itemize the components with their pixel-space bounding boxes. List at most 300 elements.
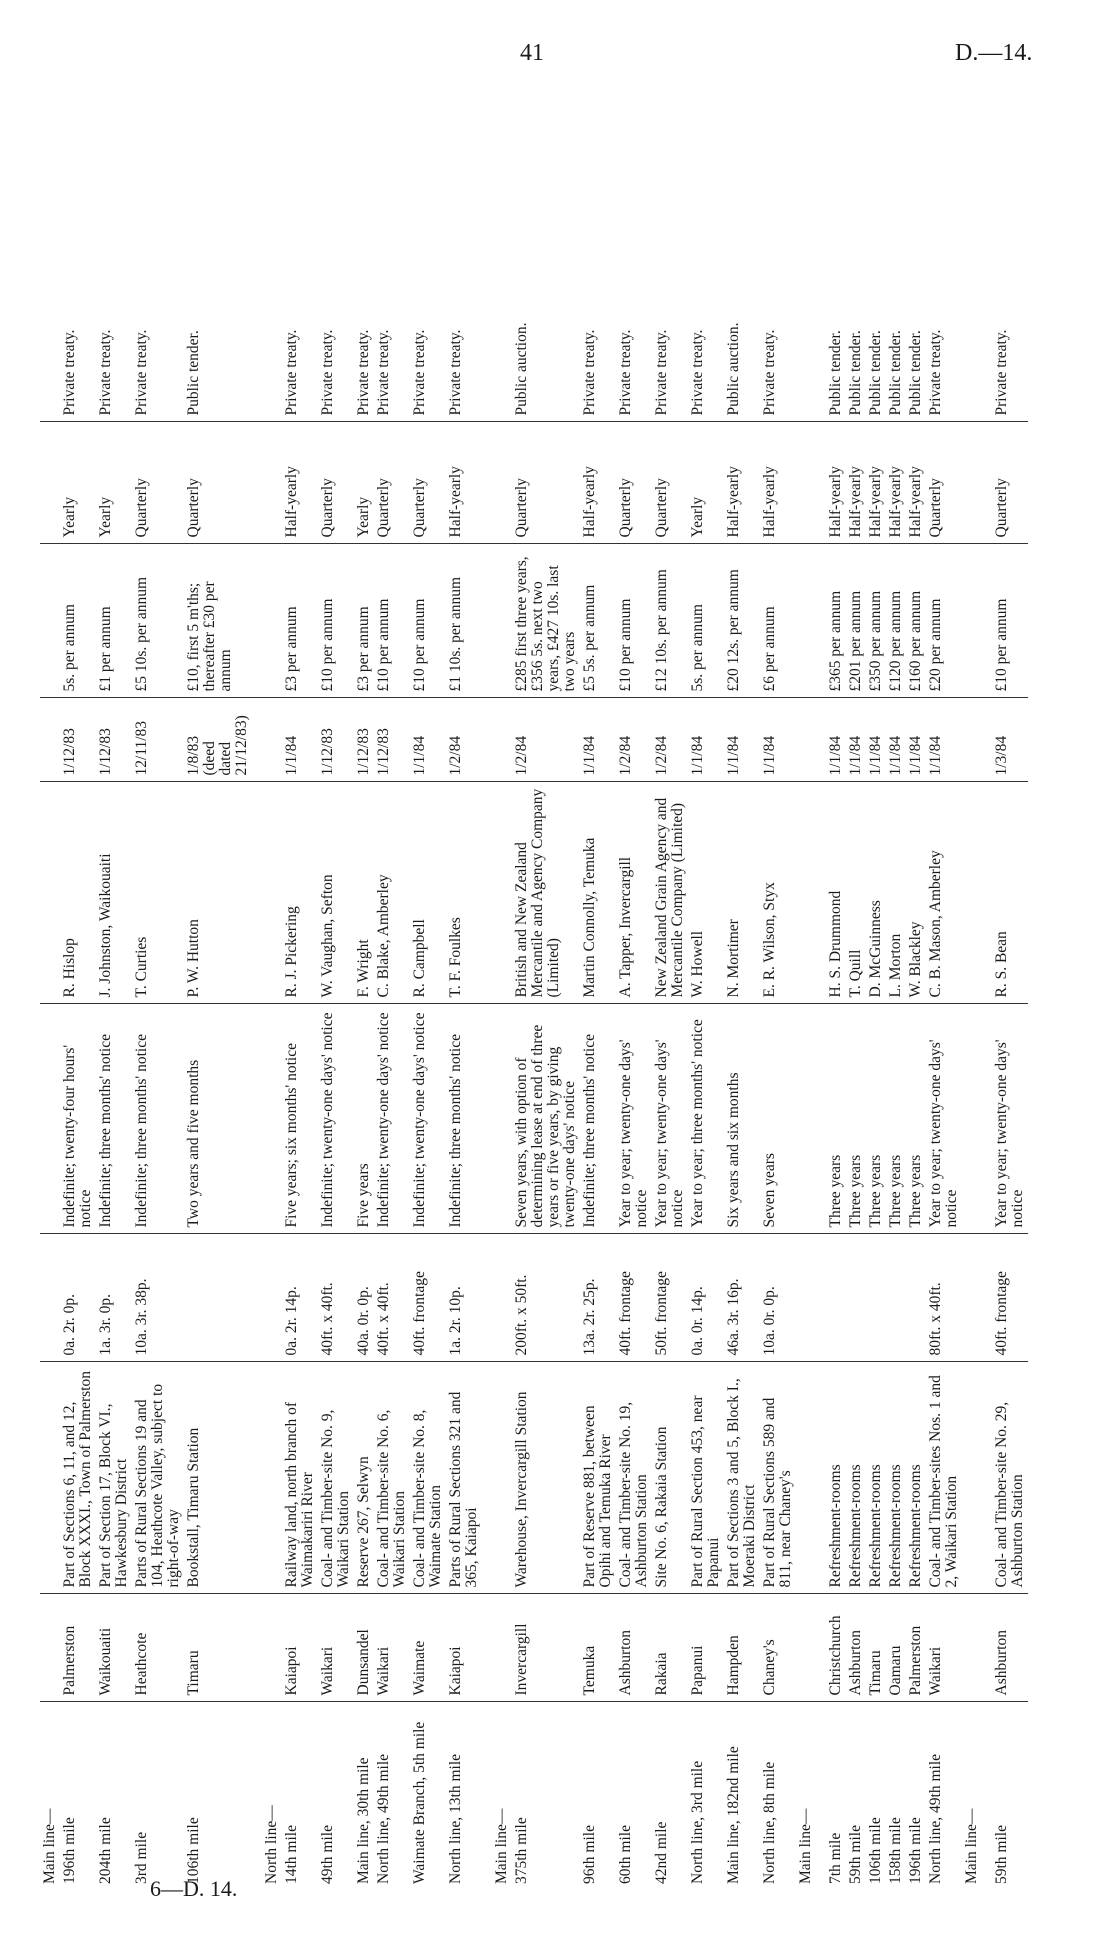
area-cell (184, 1234, 252, 1362)
spacer-cell (816, 422, 826, 544)
station-cell: Ashburton (616, 1594, 652, 1702)
table-row (688, 80, 724, 1890)
term-cell: Three years (826, 1004, 846, 1234)
page-number: 41 (520, 40, 544, 66)
mileage-cell: North line— (263, 1805, 280, 1884)
how-let-cell: Public tender. (826, 80, 846, 422)
mileage-cell: 106th mile (867, 1817, 884, 1884)
payable-cell: Yearly (96, 422, 132, 544)
area-cell: 10a. 0r. 0p. (760, 1234, 796, 1362)
rental-cell (796, 544, 816, 698)
date-cell: 1/1/84 (410, 698, 446, 782)
rental-cell: £120 per annum (886, 544, 906, 698)
payable-cell: Quarterly (652, 422, 688, 544)
spacer-cell (982, 1004, 992, 1234)
date-cell: 1/12/83 (374, 698, 410, 782)
description-cell: Parts of Rural Sections 321 and 365, Kaiapoi (446, 1362, 482, 1594)
term-cell: Year to year; twenty-one days' notice (652, 1004, 688, 1234)
table-row (992, 80, 1028, 1890)
lessee-cell: P. W. Hutton (184, 782, 252, 1004)
area-cell (886, 1234, 906, 1362)
payable-cell: Half-yearly (886, 422, 906, 544)
how-let-cell: Private treaty. (992, 80, 1028, 422)
term-cell: Indefinite; twenty-four hours' notice (60, 1004, 96, 1234)
table-row (374, 80, 410, 1890)
station-cell: Christchurch (826, 1594, 846, 1702)
date-cell: 12/11/83 (132, 698, 184, 782)
rental-cell: £10 per annum (318, 544, 354, 698)
how-let-cell: Private treaty. (926, 80, 962, 422)
how-let-cell: Public auction. (724, 80, 760, 422)
spacer-cell (482, 544, 492, 698)
spacer-cell (252, 1594, 262, 1702)
spacer-cell (482, 80, 492, 422)
mileage-cell: Waimate Branch, 5th mile (411, 1721, 428, 1884)
date-cell: 1/1/84 (688, 698, 724, 782)
date-cell: 1/2/84 (652, 698, 688, 782)
term-cell: Three years (886, 1004, 906, 1234)
how-let-cell: Public tender. (906, 80, 926, 422)
term-cell (40, 1004, 60, 1234)
station-cell (796, 1594, 816, 1702)
table-row (652, 80, 688, 1890)
row-spacer (982, 80, 992, 1890)
table-row (40, 80, 60, 1890)
term-cell: Indefinite; twenty-one days' notice (318, 1004, 354, 1234)
row-spacer (252, 80, 262, 1890)
row-spacer (482, 80, 492, 1890)
how-let-cell: Private treaty. (282, 80, 318, 422)
spacer-cell (982, 1702, 992, 1890)
how-let-cell: Public tender. (866, 80, 886, 422)
term-cell: Six years and six months (724, 1004, 760, 1234)
area-cell: 0a. 2r. 14p. (282, 1234, 318, 1362)
how-let-cell: Private treaty. (616, 80, 652, 422)
area-cell (826, 1234, 846, 1362)
lessee-cell: R. S. Bean (992, 782, 1028, 1004)
date-cell (962, 698, 982, 782)
date-cell: 1/12/83 (96, 698, 132, 782)
rental-cell: £1 10s. per annum (446, 544, 482, 698)
lessee-cell: Martin Connolly, Temuka (580, 782, 616, 1004)
mileage-cell: Main line— (493, 1808, 510, 1884)
mileage-cell: 49th mile (319, 1825, 336, 1884)
area-cell: 40ft. frontage (410, 1234, 446, 1362)
how-let-cell: Private treaty. (132, 80, 184, 422)
station-cell: Temuka (580, 1594, 616, 1702)
lessee-cell: F. Wright (354, 782, 374, 1004)
table-row (926, 80, 962, 1890)
payable-cell: Quarterly (512, 422, 580, 544)
payable-cell: Half-yearly (846, 422, 866, 544)
how-let-cell: Private treaty. (652, 80, 688, 422)
rental-cell: £1 per annum (96, 544, 132, 698)
mileage-cell: 14th mile (283, 1825, 300, 1884)
how-let-cell: Private treaty. (96, 80, 132, 422)
rental-cell: £10 per annum (374, 544, 410, 698)
lessee-cell (262, 782, 282, 1004)
mileage-cell: North line, 3rd mile (689, 1760, 706, 1884)
rental-cell: 5s. per annum (60, 544, 96, 698)
payable-cell: Quarterly (410, 422, 446, 544)
table-row (724, 80, 760, 1890)
payable-cell: Half-yearly (580, 422, 616, 544)
spacer-cell (816, 1702, 826, 1890)
payable-cell: Half-yearly (906, 422, 926, 544)
lessee-cell: A. Tapper, Invercargill (616, 782, 652, 1004)
payable-cell: Quarterly (132, 422, 184, 544)
description-cell: Refreshment-rooms (826, 1362, 846, 1594)
description-cell (796, 1362, 816, 1594)
rental-cell (40, 544, 60, 698)
rental-cell: £3 per annum (354, 544, 374, 698)
spacer-cell (816, 80, 826, 422)
area-cell: 10a. 3r. 38p. (132, 1234, 184, 1362)
spacer-cell (982, 1594, 992, 1702)
area-cell: 40ft. frontage (992, 1234, 1028, 1362)
station-cell: Hampden (724, 1594, 760, 1702)
spacer-cell (252, 1362, 262, 1594)
station-cell (40, 1594, 60, 1702)
spacer-cell (816, 698, 826, 782)
station-cell: Heathcote (132, 1594, 184, 1702)
term-cell: Three years (906, 1004, 926, 1234)
spacer-cell (482, 782, 492, 1004)
description-cell: Part of Rural Sections 589 and 811, near Chaney's (760, 1362, 796, 1594)
date-cell: 1/1/84 (282, 698, 318, 782)
how-let-cell: Private treaty. (688, 80, 724, 422)
spacer-cell (816, 1362, 826, 1594)
spacer-cell (252, 782, 262, 1004)
lessee-cell: T. Curties (132, 782, 184, 1004)
spacer-cell (982, 544, 992, 698)
spacer-cell (252, 1004, 262, 1234)
lessee-cell: R. Hislop (60, 782, 96, 1004)
mileage-cell: 196th mile (907, 1817, 924, 1884)
spacer-cell (482, 1594, 492, 1702)
rental-cell: £5 10s. per annum (132, 544, 184, 698)
mileage-cell: Main line, 182nd mile (725, 1746, 742, 1884)
payable-cell: Yearly (60, 422, 96, 544)
table-row (96, 80, 132, 1890)
how-let-cell: Public auction. (512, 80, 580, 422)
payable-cell: Quarterly (184, 422, 252, 544)
area-cell (262, 1234, 282, 1362)
term-cell: Indefinite; twenty-one days' notice (410, 1004, 446, 1234)
term-cell: Five years (354, 1004, 374, 1234)
lessee-cell: J. Johnston, Waikouaiti (96, 782, 132, 1004)
payable-cell: Quarterly (992, 422, 1028, 544)
description-cell (962, 1362, 982, 1594)
lessee-cell: W. Howell (688, 782, 724, 1004)
date-cell: 1/2/84 (446, 698, 482, 782)
table-row (262, 80, 282, 1890)
area-cell: 40ft. x 40ft. (374, 1234, 410, 1362)
lessee-cell: R. J. Pickering (282, 782, 318, 1004)
table-row (318, 80, 354, 1890)
description-cell (492, 1362, 512, 1594)
spacer-cell (482, 422, 492, 544)
term-cell (962, 1004, 982, 1234)
mileage-cell: Main line— (963, 1808, 980, 1884)
how-let-cell (40, 80, 60, 422)
table-row (796, 80, 816, 1890)
spacer-cell (482, 1234, 492, 1362)
date-cell: 1/1/84 (826, 698, 846, 782)
payable-cell: Half-yearly (724, 422, 760, 544)
payable-cell: Yearly (688, 422, 724, 544)
spacer-cell (816, 1234, 826, 1362)
lessee-cell (40, 782, 60, 1004)
date-cell: 1/2/84 (512, 698, 580, 782)
payable-cell: Half-yearly (826, 422, 846, 544)
station-cell: Waimate (410, 1594, 446, 1702)
date-cell: 1/1/84 (886, 698, 906, 782)
station-cell: Papanui (688, 1594, 724, 1702)
date-cell: 1/12/83 (60, 698, 96, 782)
station-cell: Invercargill (512, 1594, 580, 1702)
how-let-cell (262, 80, 282, 422)
how-let-cell: Private treaty. (410, 80, 446, 422)
date-cell: 1/1/84 (926, 698, 962, 782)
description-cell: Part of Rural Section 453, near Papanui (688, 1362, 724, 1594)
description-cell (40, 1362, 60, 1594)
lessee-cell: T. Quill (846, 782, 866, 1004)
area-cell: 1a. 3r. 0p. (96, 1234, 132, 1362)
mileage-cell: Main line, 30th mile (355, 1757, 372, 1884)
how-let-cell: Private treaty. (580, 80, 616, 422)
how-let-cell: Public tender. (846, 80, 866, 422)
spacer-cell (252, 422, 262, 544)
table-body (40, 80, 1028, 1890)
table-row (492, 80, 512, 1890)
date-cell: 1/1/84 (580, 698, 616, 782)
lessee-cell: T. F. Foulkes (446, 782, 482, 1004)
date-cell (492, 698, 512, 782)
lessee-cell: C. Blake, Amberley (374, 782, 410, 1004)
station-cell (262, 1594, 282, 1702)
mileage-cell: 375th mile (513, 1817, 530, 1884)
how-let-cell: Public tender. (184, 80, 252, 422)
term-cell (796, 1004, 816, 1234)
description-cell: Coal- and Timber-sites Nos. 1 and 2, Waikari Station (926, 1362, 962, 1594)
how-let-cell (492, 80, 512, 422)
term-cell: Year to year; twenty-one days' notice (926, 1004, 962, 1234)
how-let-cell (796, 80, 816, 422)
station-cell: Waikouaiti (96, 1594, 132, 1702)
description-cell: Refreshment-rooms (906, 1362, 926, 1594)
payable-cell (492, 422, 512, 544)
term-cell: Year to year; twenty-one days' notice (992, 1004, 1028, 1234)
payable-cell: Half-yearly (282, 422, 318, 544)
mileage-cell: 204th mile (97, 1817, 114, 1884)
date-cell: 1/1/84 (866, 698, 886, 782)
lessee-cell: H. S. Drummond (826, 782, 846, 1004)
how-let-cell: Public tender. (886, 80, 906, 422)
table-row (616, 80, 652, 1890)
spacer-cell (816, 544, 826, 698)
rental-cell: £365 per annum (826, 544, 846, 698)
area-cell: 0a. 2r. 0p. (60, 1234, 96, 1362)
description-cell: Parts of Rural Sections 19 and 104, Heathcote Valley, subject to right-of-way (132, 1362, 184, 1594)
rental-cell (962, 544, 982, 698)
area-cell (866, 1234, 886, 1362)
table-row (132, 80, 184, 1890)
area-cell: 13a. 2r. 25p. (580, 1234, 616, 1362)
station-cell: Timaru (184, 1594, 252, 1702)
area-cell: 40ft. x 40ft. (318, 1234, 354, 1362)
table-row (760, 80, 796, 1890)
description-cell: Part of Sections 6, 11, and 12, Block XXXI., Town of Palmerston (60, 1362, 96, 1594)
spacer-cell (982, 80, 992, 422)
rental-cell: £160 per annum (906, 544, 926, 698)
spacer-cell (816, 1004, 826, 1234)
rental-cell: £5 5s. per annum (580, 544, 616, 698)
payable-cell: Half-yearly (760, 422, 796, 544)
area-cell: 46a. 3r. 16p. (724, 1234, 760, 1362)
table-row (282, 80, 318, 1890)
spacer-cell (482, 1362, 492, 1594)
area-cell: 200ft. x 50ft. (512, 1234, 580, 1362)
payable-cell: Quarterly (374, 422, 410, 544)
how-let-cell: Private treaty. (760, 80, 796, 422)
date-cell: 1/8/83 (deed dated 21/12/83) (184, 698, 252, 782)
mileage-cell: North line, 49th mile (375, 1753, 392, 1884)
area-cell (492, 1234, 512, 1362)
payable-cell: Quarterly (318, 422, 354, 544)
station-cell: Dunsandel (354, 1594, 374, 1702)
term-cell: Two years and five months (184, 1004, 252, 1234)
document-reference: D.—14. (955, 40, 1033, 66)
mileage-cell: 106th mile (185, 1817, 202, 1884)
term-cell: Indefinite; three months' notice (132, 1004, 184, 1234)
area-cell (796, 1234, 816, 1362)
date-cell: 1/1/84 (724, 698, 760, 782)
mileage-cell: 96th mile (581, 1825, 598, 1884)
spacer-cell (482, 1004, 492, 1234)
spacer-cell (252, 544, 262, 698)
lessee-cell: E. R. Wilson, Styx (760, 782, 796, 1004)
lessee-cell: C. B. Mason, Amberley (926, 782, 962, 1004)
description-cell (262, 1362, 282, 1594)
mileage-cell: Main line— (797, 1808, 814, 1884)
rental-cell (262, 544, 282, 698)
mileage-cell: North line, 8th mile (761, 1761, 778, 1884)
how-let-cell: Private treaty. (446, 80, 482, 422)
rental-cell: £350 per annum (866, 544, 886, 698)
description-cell: Site No. 6, Rakaia Station (652, 1362, 688, 1594)
station-cell (492, 1594, 512, 1702)
rental-cell: £3 per annum (282, 544, 318, 698)
rental-cell: £6 per annum (760, 544, 796, 698)
table-row (826, 80, 846, 1890)
description-cell: Coal- and Timber-site No. 19, Ashburton Station (616, 1362, 652, 1594)
spacer-cell (982, 782, 992, 1004)
table-row (184, 80, 252, 1890)
mileage-cell: 60th mile (617, 1825, 634, 1884)
rental-cell: £10 per annum (992, 544, 1028, 698)
area-cell: 40ft. frontage (616, 1234, 652, 1362)
table-row (886, 80, 906, 1890)
mileage-cell: 196th mile (61, 1817, 78, 1884)
rental-cell: £10 per annum (410, 544, 446, 698)
term-cell (492, 1004, 512, 1234)
signature-mark: 6—D. 14. (150, 1876, 238, 1901)
description-cell: Part of Sections 3 and 5, Block I., Moeraki District (724, 1362, 760, 1594)
rental-cell (492, 544, 512, 698)
station-cell: Oamaru (886, 1594, 906, 1702)
railway-leases-table (40, 80, 1028, 1890)
spacer-cell (252, 1234, 262, 1362)
payable-cell: Half-yearly (446, 422, 482, 544)
station-cell: Kaiapoi (446, 1594, 482, 1702)
lessee-cell: L. Morton (886, 782, 906, 1004)
payable-cell: Quarterly (926, 422, 962, 544)
mileage-cell: 59th mile (847, 1825, 864, 1884)
description-cell: Coal- and Timber-site No. 6, Waikari Station (374, 1362, 410, 1594)
area-cell (846, 1234, 866, 1362)
date-cell: 1/2/84 (616, 698, 652, 782)
how-let-cell: Private treaty. (374, 80, 410, 422)
how-let-cell (962, 80, 982, 422)
description-cell: Part of Section 17, Block VI., Hawkesbury District (96, 1362, 132, 1594)
date-cell: 1/12/83 (318, 698, 354, 782)
table-row (354, 80, 374, 1890)
area-cell: 50ft. frontage (652, 1234, 688, 1362)
payable-cell (962, 422, 982, 544)
station-cell: Rakaia (652, 1594, 688, 1702)
date-cell: 1/1/84 (906, 698, 926, 782)
area-cell: 40a. 0r. 0p. (354, 1234, 374, 1362)
spacer-cell (816, 1594, 826, 1702)
payable-cell (40, 422, 60, 544)
how-let-cell: Private treaty. (318, 80, 354, 422)
term-cell: Seven years, with option of determining lease at end of three years or five years, by giving twenty-one days' notice (512, 1004, 580, 1234)
spacer-cell (482, 1702, 492, 1890)
row-spacer (816, 80, 826, 1890)
station-cell: Timaru (866, 1594, 886, 1702)
station-cell: Waikari (374, 1594, 410, 1702)
mileage-cell: Main line— (41, 1808, 58, 1884)
description-cell: Part of Reserve 881, between Opihi and Temuka River (580, 1362, 616, 1594)
station-cell: Palmerston (60, 1594, 96, 1702)
station-cell: Palmerston (906, 1594, 926, 1702)
term-cell (262, 1004, 282, 1234)
term-cell: Indefinite; three months' notice (96, 1004, 132, 1234)
lessee-cell: British and New Zealand Mercantile and Agency Company (Limited) (512, 782, 580, 1004)
term-cell: Indefinite; three months' notice (446, 1004, 482, 1234)
date-cell (40, 698, 60, 782)
term-cell: Three years (846, 1004, 866, 1234)
description-cell: Refreshment-rooms (866, 1362, 886, 1594)
date-cell: 1/1/84 (760, 698, 796, 782)
table-row (906, 80, 926, 1890)
lessee-cell: R. Campbell (410, 782, 446, 1004)
payable-cell (796, 422, 816, 544)
table-row (512, 80, 580, 1890)
station-cell: Waikari (318, 1594, 354, 1702)
lessee-cell: W. Vaughan, Sefton (318, 782, 354, 1004)
description-cell: Reserve 267, Selwyn (354, 1362, 374, 1594)
payable-cell: Quarterly (616, 422, 652, 544)
term-cell: Three years (866, 1004, 886, 1234)
table-row (446, 80, 482, 1890)
spacer-cell (982, 1362, 992, 1594)
spacer-cell (982, 1234, 992, 1362)
spacer-cell (982, 422, 992, 544)
mileage-cell: 158th mile (887, 1817, 904, 1884)
date-cell (796, 698, 816, 782)
